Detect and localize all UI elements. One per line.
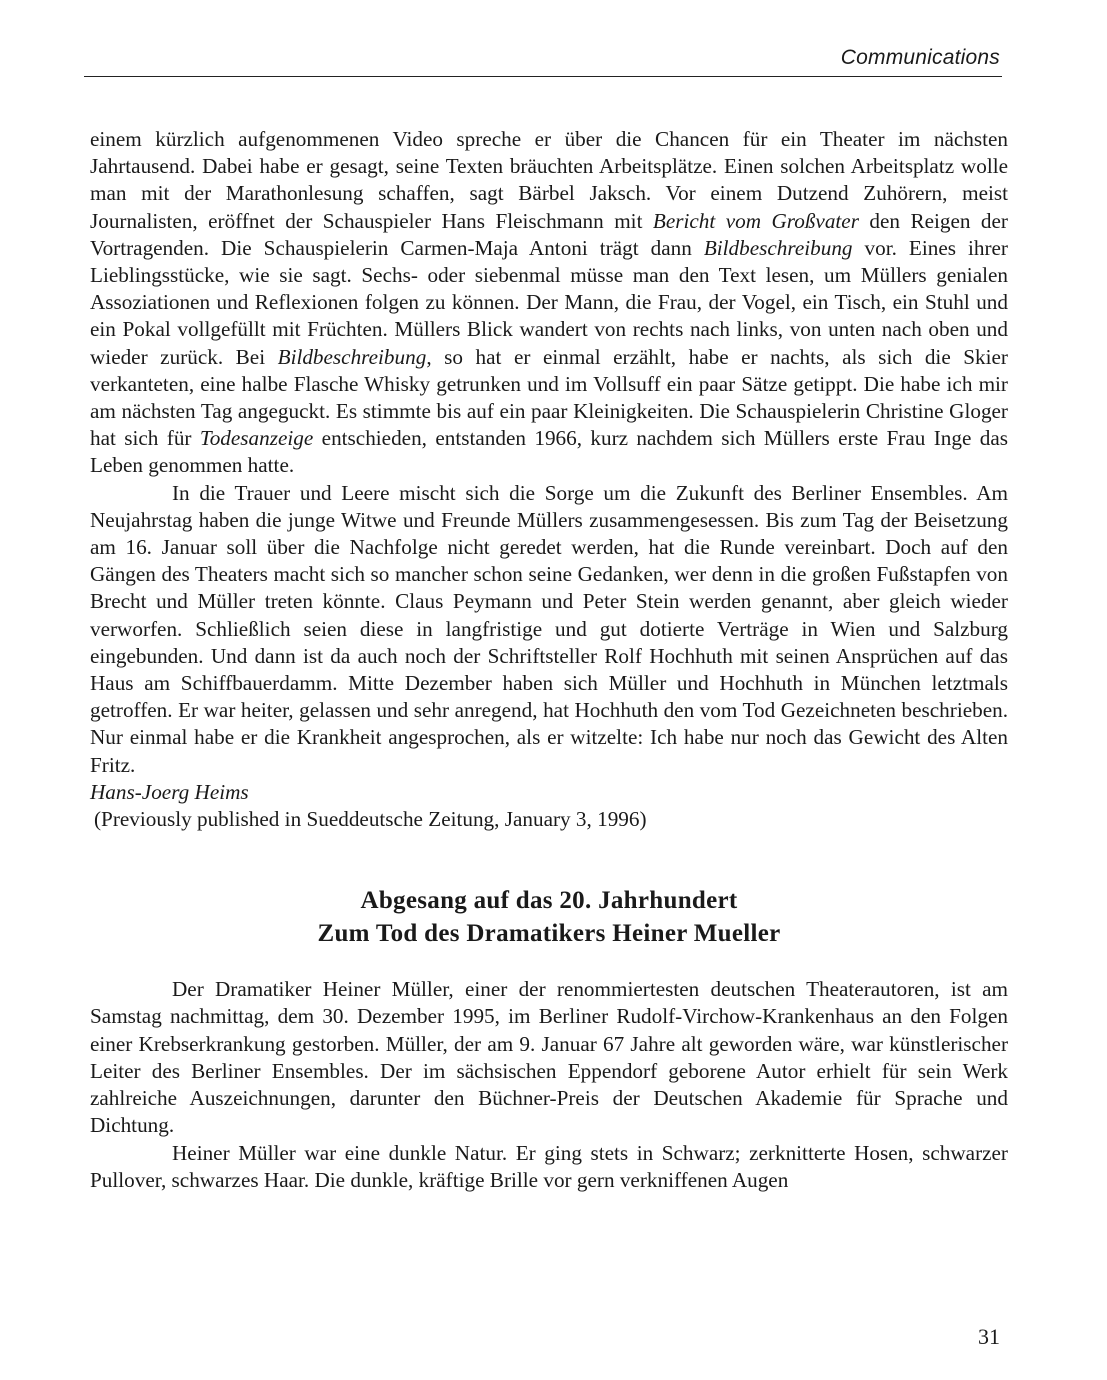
article-title: Abgesang auf das 20. Jahrhundert	[360, 887, 738, 915]
page-body	[90, 126, 1008, 1194]
running-header	[84, 46, 1002, 77]
article2-paragraph-2: Heiner Müller war eine dunkle Natur. Er ging stets in Schwarz; zerknitterte Hosen, schwarzer Pullover, schwarzes Haar. Die dunkle, kräftige Brille vor gern verkniffenen Augen	[90, 1140, 1008, 1192]
author-byline: Hans-Joerg Heims	[90, 779, 249, 804]
text-run: den Reigen der Vortragenden. Die Schauspielerin Carmen-Maja Antoni trägt dann	[90, 208, 1008, 260]
source-note: (Previously published in Sueddeutsche Zeitung, January 3, 1996)	[94, 807, 647, 832]
work-title: Bildbeschreibung	[703, 235, 853, 260]
article-subtitle: Zum Tod des Dramatikers Heiner Mueller	[317, 920, 781, 948]
article2-paragraph-1: Der Dramatiker Heiner Müller, einer der renommiertesten deutschen Theaterautoren, ist am Samstag nachmittag, dem 30. Dezember 1995, im Berliner Rudolf-Virchow-Krankenhaus an den Folgen einer Krebserkrankung gestorben. Müller, der am 9. Januar 67 Jahre alt geworden wäre, war künstlerischer Leiter des Berliner Ensembles. Der im sächsischen Eppendorf geborene Autor erhielt für sein Werk zahlreiche Auszeichnungen, darunter den Büchner-Preis der Deutschen Akademie für Sprache und Dichtung.	[90, 977, 1008, 1138]
text-run: , so hat er einmal erzählt, habe er nachts, als sich die Skier verkanteten, eine halbe Flasche Whisky getrunken und im Vollsuff ein paar Sätze getippt. Die habe ich mir am nächsten Tag angeguckt. Es stimmte bis auf ein paar Kleinigkeiten. Die Schauspielerin Christine Gloger hat sich für	[90, 344, 1008, 451]
page-number: 31	[978, 1324, 1000, 1349]
section-title: Communications	[840, 46, 1000, 69]
article1-paragraph-2	[90, 480, 1008, 779]
article-heading	[90, 884, 1008, 950]
text-run: In die Trauer und Leere mischt sich die Sorge um die Zukunft des Berliner Ensembles. Am Neujahrstag haben die junge Witwe und Freunde Müllers zusammengesessen. Bis zum Tag der Beisetzung am 16. Januar soll über die Nachfolge nicht geredet werden, hat die Runde vereinbart. Doch auf den Gängen des Theaters macht sich so mancher schon seine Gedanken, wer denn in die großen Fußstapfen von Brecht und Müller treten könnte. Claus Peymann und Peter Stein werden genannt, aber gleich wieder verworfen. Schließlich seien diese in langfristige und gut dotierte Verträge in Wien und Salzburg eingebunden. Und dann ist da auch noch der Schriftsteller Rolf Hochhuth mit seinen Ansprüchen auf das Haus am Schiffbauerdamm. Mitte Dezember haben sich Müller und Hochhuth in München letztmals getroffen. Er war heiter, gelassen und sehr anregend, hat Hochhuth den vom Tod Gezeichneten beschrieben. Nur einmal habe er die Krankheit angesprochen, als er witzelte: Ich habe nur noch das Gewicht des Alten Fritz.	[90, 480, 1008, 777]
text-run: entschieden, entstanden 1966, kurz nachdem sich Müllers erste Frau Inge das Leben genommen hatte.	[90, 426, 1008, 478]
work-title: Bildbeschreibung	[277, 344, 427, 369]
article1-paragraph-1	[90, 126, 1008, 480]
text-run: einem kürzlich aufgenommenen Video spreche er über die Chancen für ein Theater im nächsten Jahrtausend. Dabei habe er gesagt, seine Texten bräuchten Arbeitsplätze. Einen solchen Arbeitsplatz wolle man mit der Marathonlesung schaffen, sagt Bärbel Jaksch. Vor einem Dutzend Zuhörern, meist Journalisten, eröffnet der Schauspieler Hans Fleischmann mit	[90, 127, 1008, 233]
work-title: Todesanzeige	[199, 426, 314, 451]
text-run: vor. Eines ihrer Lieblingsstücke, wie sie sagt. Sechs- oder siebenmal müsse man den Text lesen, um Müllers genialen Assoziationen und Reflexionen folgen zu können. Der Mann, die Frau, der Vogel, ein Tisch, ein Stuhl und ein Pokal vollgefüllt mit Früchten. Müllers Blick wandert von rechts nach links, von unten nach oben und wieder zurück. Bei	[90, 235, 1008, 369]
work-title: Bericht vom Großvater	[652, 208, 859, 233]
